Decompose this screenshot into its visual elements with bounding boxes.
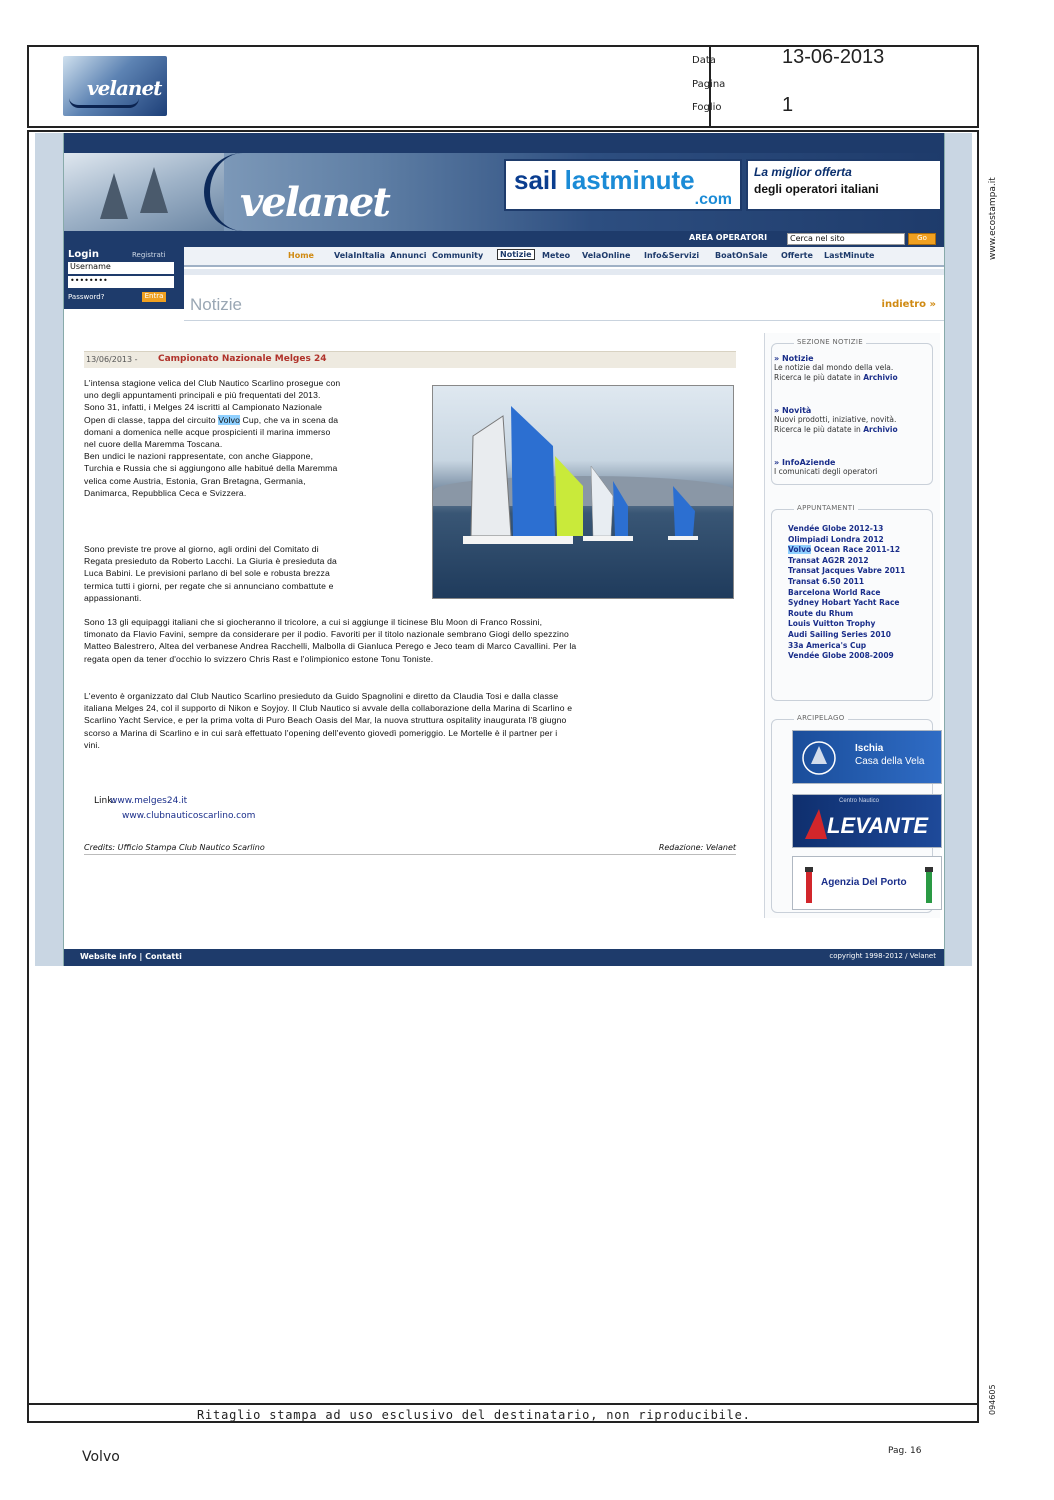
text-line: scorso a Marina di Scarlino e in cui sarà effettuato l'opening dell'evento giovedì pomeriggio. Le Mortelle è il partner per i (84, 727, 558, 738)
levante-banner[interactable] (792, 794, 942, 848)
date-value: 13-06-2013 (782, 46, 885, 68)
highlighted-keyword: Volvo (218, 414, 241, 425)
text-line: Sono 31, infatti, i Melges 24 iscritti al Campionato Nazionale (84, 402, 323, 413)
text-line (84, 414, 424, 426)
operator-area-label: AREA OPERATORI (689, 233, 768, 242)
sidebar-item-novita (774, 406, 932, 435)
appointment-link[interactable]: Vendée Globe 2012-13 (788, 524, 884, 533)
nav-item-offerte[interactable]: Offerte (781, 251, 813, 260)
banner-sail (100, 173, 128, 219)
club-link[interactable]: www.clubnauticoscarlino.com (122, 811, 256, 821)
credits-text: Credits: Ufficio Stampa Club Nautico Scarlino (84, 843, 265, 852)
arcipelago-section (771, 714, 933, 913)
sidebar-item-infoaziende (774, 458, 932, 477)
appointment-link[interactable]: Olimpiadi Londra 2012 (788, 534, 884, 544)
text-line: Danimarca, Repubblica Ceca e Svizzera. (84, 487, 247, 498)
text-line: domani a domenica nelle acque prospicienti il marina immerso (84, 426, 331, 437)
site-topbar (64, 133, 944, 153)
regatta-photo (432, 385, 734, 599)
article-title: Campionato Nazionale Melges 24 (158, 354, 327, 364)
news-section-title: SEZIONE NOTIZIE (794, 338, 866, 346)
password-input[interactable]: •••••••• (68, 276, 174, 288)
levante-small: Centro Nautico (839, 798, 880, 804)
nav-item-vela-in-italia[interactable]: VelaInItalia (334, 251, 386, 260)
arcipelago-section-title: ARCIPELAGO (794, 714, 848, 722)
offer-line1: La miglior offerta (754, 165, 852, 179)
appointment-link[interactable] (788, 545, 905, 556)
copyright: copyright 1998-2012 / Velanet (829, 952, 936, 960)
nav-item-home[interactable]: Home (288, 251, 314, 260)
agenzia-title: Agenzia Del Porto (821, 877, 907, 888)
text-line: L'evento è organizzato dal Club Nautico Scarlino presieduto da Guido Spagnolini e diretto da Claudia Tosi e dalla classe (84, 691, 559, 701)
site-banner (64, 153, 944, 231)
username-input[interactable]: Username (68, 262, 174, 274)
text-line: appassionanti. (84, 592, 142, 603)
article-paragraph-1 (84, 377, 424, 499)
page-header (184, 275, 944, 321)
nav-item-boat-on-sale[interactable]: BoatOnSale (715, 251, 768, 260)
page-number-footer: Pag. 16 (888, 1446, 922, 1456)
sidebar-item-head[interactable]: » InfoAziende (774, 458, 836, 467)
appointment-link[interactable]: Route du Rhum (788, 608, 854, 618)
sidebar-item-line: I comunicati degli operatori (774, 467, 878, 476)
velanet-clip-logo (63, 56, 167, 116)
login-box (64, 247, 184, 309)
article-header (84, 351, 736, 368)
appointments-section-title: APPUNTAMENTI (794, 504, 858, 512)
back-link[interactable]: indietro » (881, 299, 936, 310)
appointments-section (771, 504, 933, 701)
nav-item-meteo[interactable]: Meteo (542, 251, 571, 260)
text-line: L'intensa stagione velica del Club Nautico Scarlino prosegue con (84, 378, 341, 388)
ischia-banner[interactable] (792, 730, 942, 784)
editor-text: Redazione: Velanet (658, 843, 736, 852)
ad-brand (514, 165, 695, 196)
archive-link[interactable]: Archivio (863, 373, 898, 382)
article-credits (84, 841, 736, 855)
appointment-link[interactable]: Vendée Globe 2008-2009 (788, 651, 894, 661)
ad-brand-part1: sail (514, 165, 558, 195)
text-line: timonato da Flavio Favini, sempre da considerare per il podio. Favoriti per il titolo nazionale sembrano Giogi dello spezzino (84, 629, 569, 640)
sheet-label: Foglio (692, 102, 722, 113)
red-lighthouse-icon (801, 865, 817, 905)
article-paragraph-4 (84, 690, 744, 751)
login-title: Login (68, 249, 99, 260)
sailboats-illustration (433, 386, 734, 599)
text-line: regata open da tener d'occhio lo svizzero Chris Rast e l'olimpionico estone Tonu Toniste. (84, 653, 434, 664)
text-line: Regata presieduto da Roberto Lacchi. La Giuria è presieduta da (84, 556, 337, 567)
text-line: nel cuore della Maremma Toscana. (84, 439, 223, 450)
text-line: Luca Babini. Le previsioni parlano di bel sole e robusta brezza (84, 568, 330, 579)
sheet-value: 1 (782, 94, 794, 116)
site-inner (63, 133, 945, 966)
operator-area-row (64, 231, 944, 247)
article-date: 13/06/2013 - (86, 355, 138, 364)
footer-links[interactable]: Website info | Contatti (80, 952, 182, 961)
highlighted-keyword: Volvo (788, 545, 812, 555)
site-bg-right (945, 133, 972, 966)
nav-item-vela-online[interactable]: VelaOnline (582, 251, 631, 260)
appointment-link[interactable]: Barcelona World Race (788, 587, 881, 597)
date-label: Data (692, 55, 716, 66)
article-paragraph-3 (84, 616, 744, 665)
sail-emblem-icon (799, 738, 839, 778)
text-line: velica come Austria, Estonia, Gran Bretagna, Germania, (84, 475, 306, 486)
disclaimer-text: Ritaglio stampa ad uso esclusivo del destinatario, non riproducibile. (197, 1408, 751, 1422)
nav-item-last-minute[interactable]: LastMinute (824, 251, 875, 260)
green-lighthouse-icon (921, 865, 937, 905)
nav-item-annunci[interactable]: Annunci (390, 251, 427, 260)
register-link[interactable]: Registrati (132, 251, 166, 259)
text-line: Sono previste tre prove al giorno, agli ordini del Comitato di (84, 544, 319, 554)
text-line: Turchia e Russia che si aggiungono alle habitué della Maremma (84, 463, 338, 474)
go-button[interactable]: Go (908, 233, 936, 245)
text-line: italiana Melges 24, col il supporto di Nikon e Soyjoy. Il Club Nautico si avvale della collaborazione della Marina di Scarlino e (84, 703, 573, 714)
text-line: Matteo Balestrero, Altea del verbanese Andrea Racchelli, Malbolla di Gianluca Perego e Jeco team di Marco Cavallini. Per la (84, 641, 577, 652)
appointment-link[interactable]: Transat AG2R 2012 (788, 555, 869, 565)
clip-logo-wave (69, 98, 139, 108)
site-bg-left (35, 133, 63, 966)
news-sidebar (764, 333, 940, 918)
article-paragraph-2 (84, 543, 429, 604)
levante-title: LEVANTE (827, 813, 929, 838)
forgot-password-link[interactable]: Password? (68, 293, 105, 301)
sidebar-item-text: Ricerca le più datate in (774, 425, 864, 434)
velanet-website (35, 133, 972, 966)
clip-logo-text: velanet (87, 76, 162, 100)
ad-brand-part2: lastminute (564, 165, 695, 195)
text-line: Ben undici le nazioni rappresentate, con anche Giappone, (84, 451, 314, 462)
banner-sailing-photo (64, 153, 224, 231)
appointment-link[interactable]: Transat 6.50 2011 (788, 576, 865, 586)
sidebar-item-notizie (774, 354, 932, 383)
text-segment: Open di classe, tappa del circuito (84, 414, 219, 425)
appointment-link[interactable]: Sydney Hobart Yacht Race (788, 598, 900, 608)
offer-ad[interactable] (746, 159, 942, 211)
login-button[interactable]: Entra (142, 292, 166, 302)
text-line: uno degli appuntamenti principali e più frequentati del 2013. (84, 390, 321, 401)
agenzia-banner[interactable] (792, 856, 942, 910)
text-segment: Cup, che va in scena da (240, 414, 339, 425)
banner-sail (140, 167, 168, 213)
sidebar-item-line: Nuovi prodotti, iniziative, novità. (774, 415, 897, 424)
site-footer (64, 949, 944, 966)
sidebar-item-text: Ricerca le più datate in (774, 373, 864, 382)
appointment-link[interactable]: Audi Sailing Series 2010 (788, 629, 891, 639)
sidebar-item-line (774, 373, 932, 383)
sidebar-item-line (774, 425, 932, 435)
sidebar-item-head[interactable]: » Novità (774, 406, 812, 415)
appointments-list (788, 524, 905, 662)
text-line: termica tutti i giorni, per regate che si annunciano combattute e (84, 580, 334, 591)
links-label: Link: (94, 796, 116, 806)
nav-item-community[interactable]: Community (432, 251, 484, 260)
appointment-link[interactable]: Transat Jacques Vabre 2011 (788, 566, 906, 576)
keyword-footer: Volvo (82, 1449, 120, 1465)
disclaimer-strip (27, 1403, 979, 1423)
melges-link[interactable]: www.melges24.it (110, 796, 188, 806)
appointment-link[interactable]: Louis Vuitton Trophy (788, 619, 876, 629)
page-label: Pagina (692, 79, 726, 90)
appointment-text: Ocean Race 2011-12 (811, 545, 901, 555)
site-logo[interactable]: velanet (240, 179, 389, 226)
site-search-select[interactable]: Cerca nel sito (787, 233, 905, 245)
side-url: www.ecostampa.it (988, 177, 998, 260)
archive-link[interactable]: Archivio (863, 425, 898, 434)
ischia-subtitle: Casa della Vela (855, 756, 925, 767)
offer-line2: degli operatori italiani (754, 182, 879, 196)
text-line: Sono 13 gli equipaggi italiani che si giocheranno il tricolore, a cui si aggiunge il ticinese Blu Moon di Franco Rossini, (84, 617, 543, 627)
appointment-link[interactable]: 33a America's Cup (788, 640, 867, 650)
text-line: Scarlino Yacht Service, e per la prima volta di Puro Beach Oasis del Mar, la nuova struttura ospitality inaugurata l'8 giugno (84, 715, 567, 726)
nav-item-info-servizi[interactable]: Info&Servizi (644, 251, 700, 260)
nav-item-notizie[interactable]: Notizie (497, 249, 535, 260)
side-code: 094605 (988, 1384, 997, 1415)
news-section (771, 338, 933, 485)
sidebar-item-head[interactable]: » Notizie (774, 354, 814, 363)
sidebar-item-line: Le notizie dal mondo della vela. (774, 363, 894, 372)
main-nav (184, 247, 944, 267)
text-line: vini. (84, 739, 101, 750)
sail-lastminute-ad[interactable] (504, 159, 742, 211)
ad-domain: .com (694, 191, 732, 208)
page-title: Notizie (190, 295, 242, 314)
ischia-title: Ischia (855, 743, 884, 754)
